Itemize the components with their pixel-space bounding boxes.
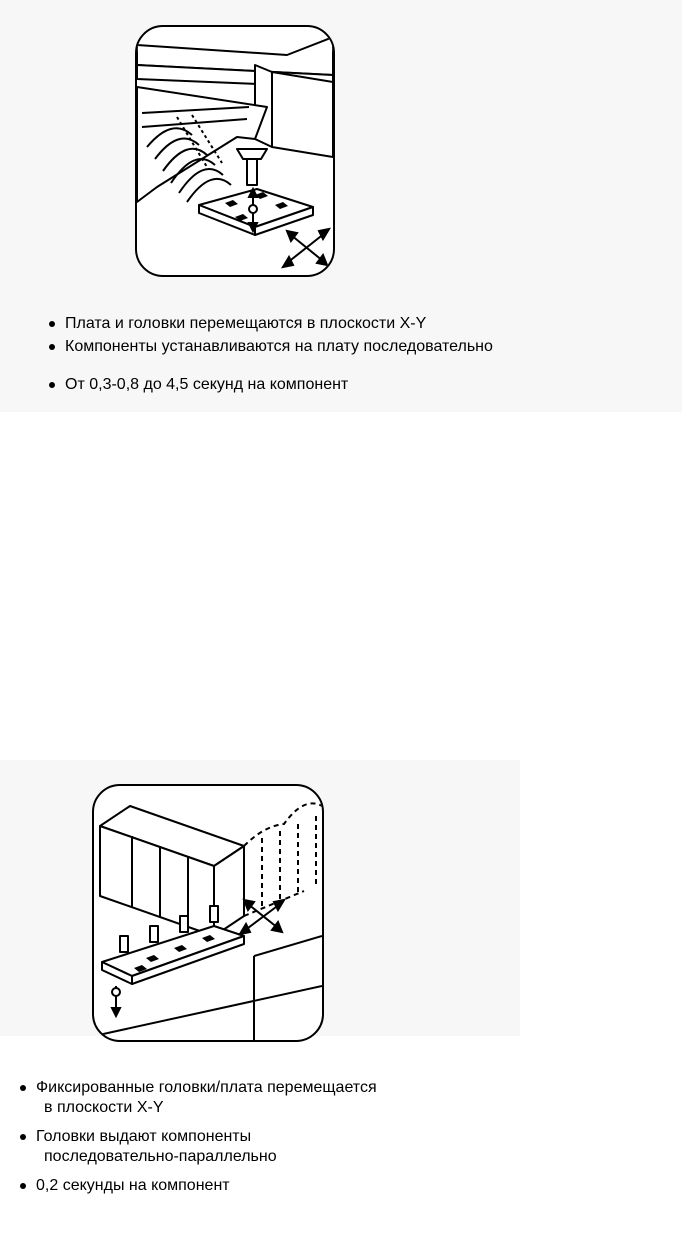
bullet-icon (20, 1183, 26, 1189)
multi-head-drawing (94, 786, 322, 1040)
placement-head-drawing (137, 27, 333, 275)
list-item-text: Головки выдают компоненты (36, 1128, 252, 1145)
list-item-text: Фиксированные головки/плата перемещается (36, 1079, 377, 1096)
sequential-placement-panel (0, 0, 682, 412)
parallel-placement-panel (0, 760, 520, 1194)
list-item (43, 375, 682, 395)
list-item-text-continued: последовательно-параллельно (44, 1148, 277, 1165)
list-item-text: Плата и головки перемещаются в плоскости X-Y (65, 315, 427, 332)
list-item-text-continued: в плоскости X-Y (44, 1099, 164, 1116)
sequential-features-list (43, 314, 682, 395)
bullet-icon (20, 1085, 26, 1091)
multi-head-illustration (92, 784, 324, 1042)
list-item (43, 314, 682, 334)
bullet-icon (49, 344, 55, 350)
pick-and-place-head-illustration (135, 25, 335, 277)
list-item-text: От 0,3-0,8 до 4,5 секунд на компонент (65, 376, 349, 393)
list-item (14, 1127, 520, 1167)
bullet-icon (49, 382, 55, 388)
parallel-features-list (14, 1078, 520, 1196)
list-item-text: Компоненты устанавливаются на плату последовательно (65, 338, 493, 355)
bullet-icon (20, 1134, 26, 1140)
bullet-icon (49, 321, 55, 327)
list-item (43, 337, 682, 357)
list-item (14, 1078, 520, 1118)
list-item (14, 1176, 520, 1196)
list-item-text: 0,2 секунды на компонент (36, 1177, 230, 1194)
